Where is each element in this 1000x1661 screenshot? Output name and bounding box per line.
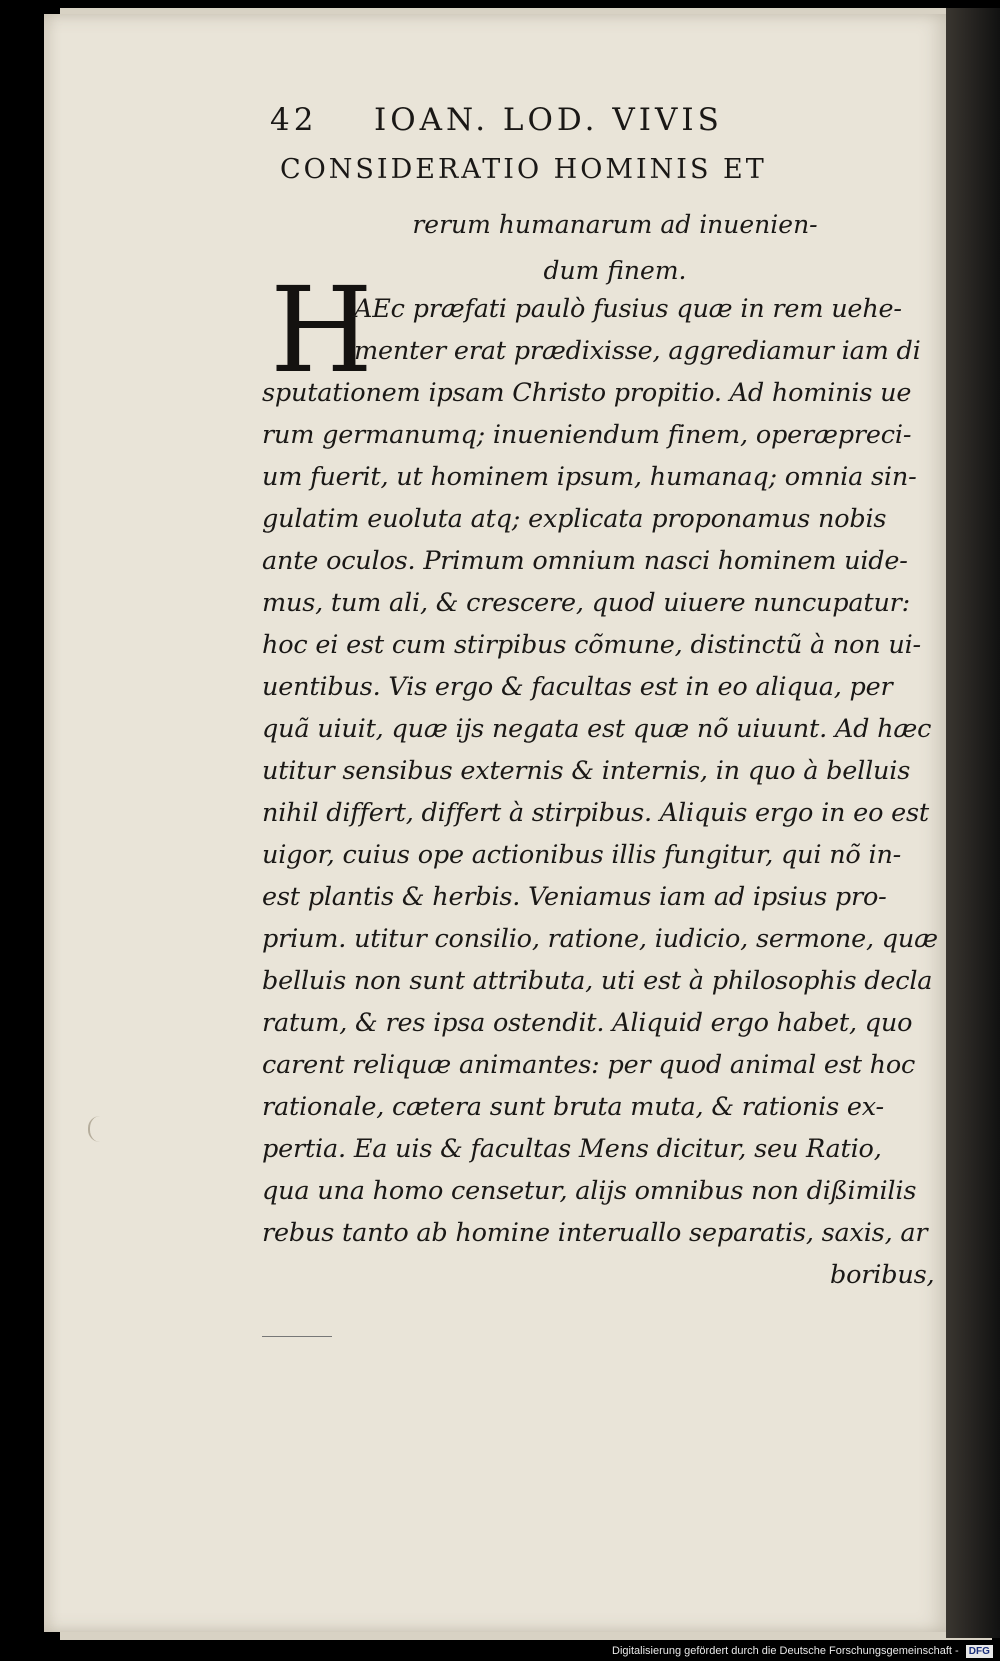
text-line: carent reliquæ animantes: per quod animal est hoc [262,1050,916,1080]
text-line: gulatim euoluta atq; explicata proponamus nobis [262,504,887,534]
text-line: uentibus. Vis ergo & facultas est in eo aliqua, per [262,672,893,702]
text-line: qua una homo censetur, alijs omnibus non dißimilis [262,1176,917,1206]
text-line: menter erat prædixisse, aggrediamur iam di [354,336,921,366]
text-line: uigor, cuius ope actionibus illis fungitur, qui nõ in- [262,840,902,870]
text-line: quã uiuit, quæ ijs negata est quæ nõ uiuunt. Ad hæc [262,714,932,744]
text-line: utitur sensibus externis & internis, in quo à belluis [262,756,911,786]
drop-cap-initial: H [270,261,373,399]
running-head [270,102,870,146]
section-title: CONSIDERATIO HOMINIS ET [280,154,767,185]
text-line: prium. utitur consilio, ratione, iudicio, sermone, quæ [262,924,938,954]
book-gutter [946,8,1000,1638]
text-line: rum germanumq; inueniendum finem, operæpreci- [262,420,912,450]
text-line: um fuerit, ut hominem ipsum, humanaq; omnia sin- [262,462,917,492]
text-line: mus, tum ali, & crescere, quod uiuere nuncupatur: [262,588,911,618]
subtitle-line: dum finem. [543,256,687,285]
text-line: rebus tanto ab homine interuallo separatis, saxis, ar [262,1218,928,1248]
text-line: nihil differt, differt à stirpibus. Aliquis ergo in eo est [262,798,929,828]
text-line: pertia. Ea uis & facultas Mens dicitur, seu Ratio, [262,1134,882,1164]
page-number: 42 [270,102,318,138]
author-header: IOAN. LOD. VIVIS [374,102,723,138]
dfg-logo: DFG [966,1645,993,1658]
catchword: boribus, [830,1260,935,1290]
subtitle-line: rerum humanarum ad inuenien- [412,210,818,239]
text-line: est plantis & herbis. Veniamus iam ad ipsius pro- [262,882,887,912]
text-line: belluis non sunt attributa, uti est à philosophis decla [262,966,933,996]
credit-text: Digitalisierung gefördert durch die Deutsche Forschungsgemeinschaft - [612,1645,959,1657]
digitization-credit [612,1642,1000,1661]
text-line: ante oculos. Primum omnium nasci hominem uide- [262,546,908,576]
margin-rule [262,1336,332,1337]
text-line: rationale, cætera sunt bruta muta, & rationis ex- [262,1092,884,1122]
section-subtitle [380,202,850,294]
text-line: sputationem ipsam Christo propitio. Ad hominis ue [262,378,912,408]
text-line: AEc præfati paulò fusius quæ in rem uehe- [354,294,902,324]
text-line: hoc ei est cum stirpibus cõmune, distinctũ à non ui- [262,630,921,660]
text-line: ratum, & res ipsa ostendit. Aliquid ergo habet, quo [262,1008,913,1038]
